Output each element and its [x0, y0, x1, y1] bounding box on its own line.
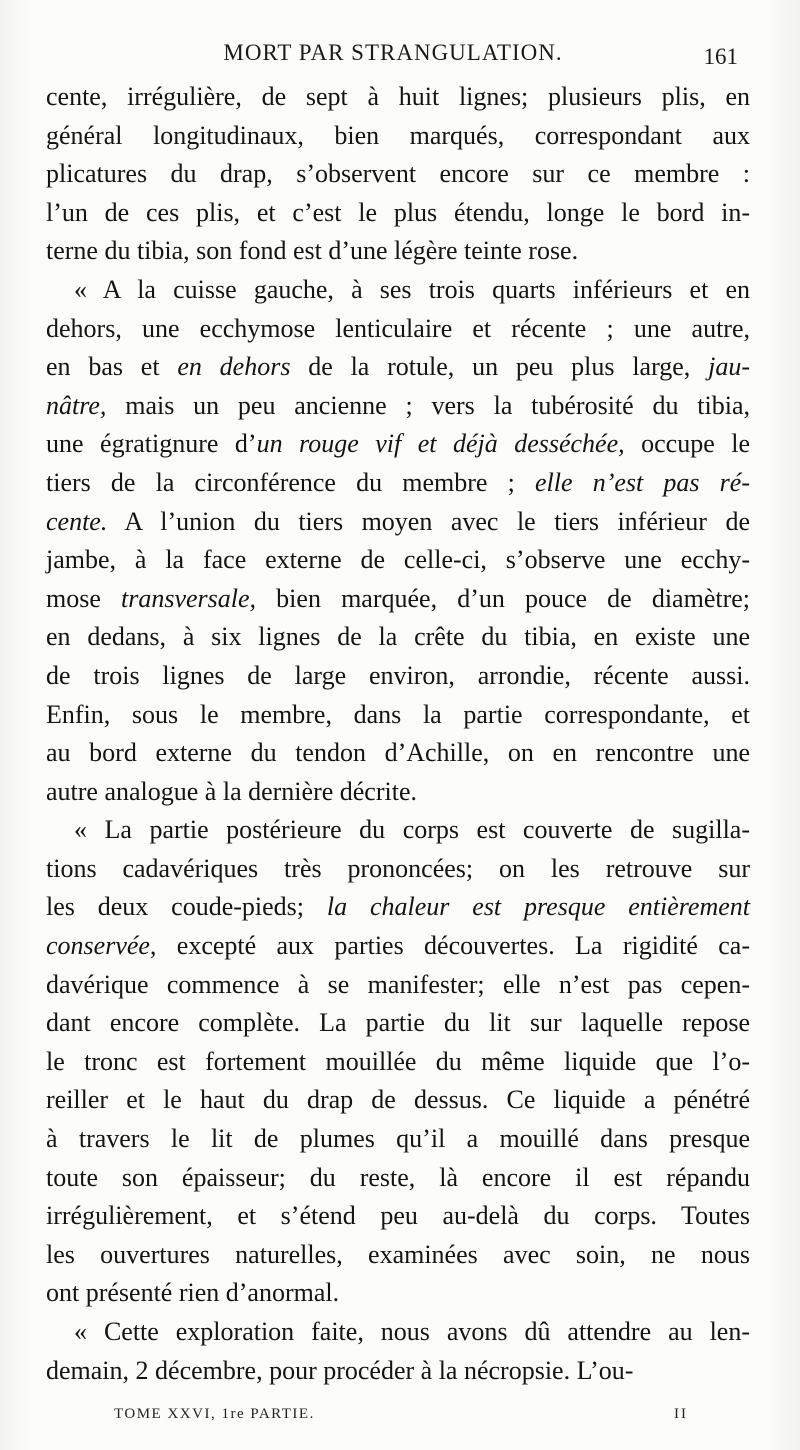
text-line: [46, 194, 750, 233]
italic-text: elle n’est pas ré-: [535, 467, 750, 497]
text-line: [46, 657, 750, 696]
running-head: [48, 34, 738, 74]
text-line: [46, 1159, 750, 1198]
text-segment: mais un peu ancienne ; vers la tubérosité du tibia,: [106, 390, 750, 420]
text-segment: davérique commence à se manifester; elle n’est pas cepen-: [46, 969, 750, 999]
text-line: [46, 271, 750, 310]
text-line: [46, 503, 750, 542]
text-segment: tiers de la circonférence du membre ;: [46, 467, 536, 497]
text-segment: ont présenté rien d’anormal.: [46, 1278, 340, 1308]
body-text: [46, 78, 750, 1390]
italic-text: cente.: [46, 506, 108, 536]
text-segment: excepté aux parties découvertes. La rigidité ca-: [156, 931, 750, 961]
text-line: [46, 811, 750, 850]
text-line: [46, 1081, 750, 1120]
text-line: [46, 580, 750, 619]
italic-text: conservée,: [46, 931, 157, 961]
text-line: [46, 773, 750, 812]
text-line: [46, 464, 750, 503]
text-segment: dant encore complète. La partie du lit sur laquelle repose: [46, 1008, 750, 1038]
text-line: [46, 1043, 750, 1082]
text-line: [46, 117, 750, 156]
text-line: [46, 1004, 750, 1043]
volume-label: TOME XXVI, 1re PARTIE.: [114, 1406, 315, 1422]
text-segment: mose: [46, 583, 122, 613]
text-line: [46, 1274, 750, 1313]
text-line: [46, 850, 750, 889]
text-segment: le tronc est fortement mouillée du même liquide que l’o-: [46, 1046, 750, 1076]
text-line: [46, 310, 750, 349]
page-footer: [114, 1406, 688, 1432]
text-segment: cente, irrégulière, de sept à huit lignes; plusieurs plis, en: [46, 82, 750, 111]
text-line: [46, 1313, 750, 1352]
text-segment: terne du tibia, son fond est d’une légère teinte rose.: [46, 236, 579, 266]
text-line: [46, 1236, 750, 1275]
text-line: [46, 927, 750, 966]
text-segment: toute son épaisseur; du reste, là encore il est répandu: [46, 1162, 750, 1192]
text-line: [46, 155, 750, 194]
text-segment: en bas et: [46, 352, 178, 382]
italic-text: un rouge vif et déjà desséchée,: [256, 429, 625, 459]
text-segment: les deux coude-pieds;: [46, 892, 327, 922]
signature-mark: II: [674, 1406, 688, 1422]
text-line: [46, 1120, 750, 1159]
page-number: 161: [703, 44, 738, 69]
text-segment: au bord externe du tendon d’Achille, on en rencontre une: [46, 738, 750, 768]
text-line: [46, 1197, 750, 1236]
italic-text: jau-: [708, 352, 750, 382]
text-line: [46, 541, 750, 580]
text-line: [46, 232, 750, 271]
text-line: [46, 734, 750, 773]
text-segment: Enfin, sous le membre, dans la partie correspondante, et: [46, 699, 750, 729]
text-segment: « Cette exploration faite, nous avons dû attendre au len-: [74, 1317, 750, 1346]
text-segment: autre analogue à la dernière décrite.: [46, 776, 417, 806]
text-segment: en dedans, à six lignes de la crête du tibia, en existe une: [46, 622, 750, 652]
text-line: [46, 387, 750, 426]
italic-text: nâtre,: [46, 390, 107, 420]
text-segment: dehors, une ecchymose lenticulaire et récente ; une autre,: [46, 313, 750, 343]
text-segment: de la rotule, un peu plus large,: [290, 352, 709, 382]
text-segment: les ouvertures naturelles, examinées avec soin, ne nous: [46, 1239, 750, 1269]
text-segment: « A la cuisse gauche, à ses trois quarts inférieurs et en: [74, 274, 750, 304]
text-line: [46, 618, 750, 657]
text-line: [46, 966, 750, 1005]
text-segment: demain, 2 décembre, pour procéder à la nécropsie. L’ou-: [46, 1355, 634, 1385]
text-segment: l’un de ces plis, et c’est le plus étendu, longe le bord in-: [46, 197, 750, 227]
text-segment: plicatures du drap, s’observent encore sur ce membre :: [46, 159, 750, 189]
text-segment: reiller et le haut du drap de dessus. Ce liquide a pénétré: [46, 1085, 750, 1115]
text-line: [46, 1352, 750, 1391]
italic-text: la chaleur est presque entièrement: [326, 892, 751, 922]
text-segment: jambe, à la face externe de celle-ci, s’observe une ecchy-: [46, 545, 750, 575]
text-line: [46, 78, 750, 117]
text-segment: A l’union du tiers moyen avec le tiers inférieur de: [107, 506, 750, 536]
text-segment: bien marquée, d’un pouce de diamètre;: [256, 583, 751, 613]
italic-text: en dehors: [177, 352, 291, 382]
text-segment: tions cadavériques très prononcées; on les retrouve sur: [46, 853, 750, 883]
text-segment: général longitudinaux, bien marqués, correspondant aux: [46, 120, 750, 150]
text-segment: irrégulièrement, et s’étend peu au-delà du corps. Toutes: [46, 1201, 750, 1231]
text-segment: occupe le: [624, 429, 750, 459]
text-line: [46, 696, 750, 735]
text-segment: de trois lignes de large environ, arrondie, récente aussi.: [46, 660, 750, 690]
italic-text: transversale,: [121, 583, 257, 613]
text-line: [46, 348, 750, 387]
text-line: [46, 888, 750, 927]
text-segment: une égratignure d’: [46, 429, 257, 459]
text-segment: « La partie postérieure du corps est couverte de sugilla-: [74, 815, 750, 845]
running-title: MORT PAR STRANGULATION.: [223, 40, 563, 65]
text-segment: à travers le lit de plumes qu’il a mouillé dans presque: [46, 1124, 750, 1154]
text-line: [46, 425, 750, 464]
